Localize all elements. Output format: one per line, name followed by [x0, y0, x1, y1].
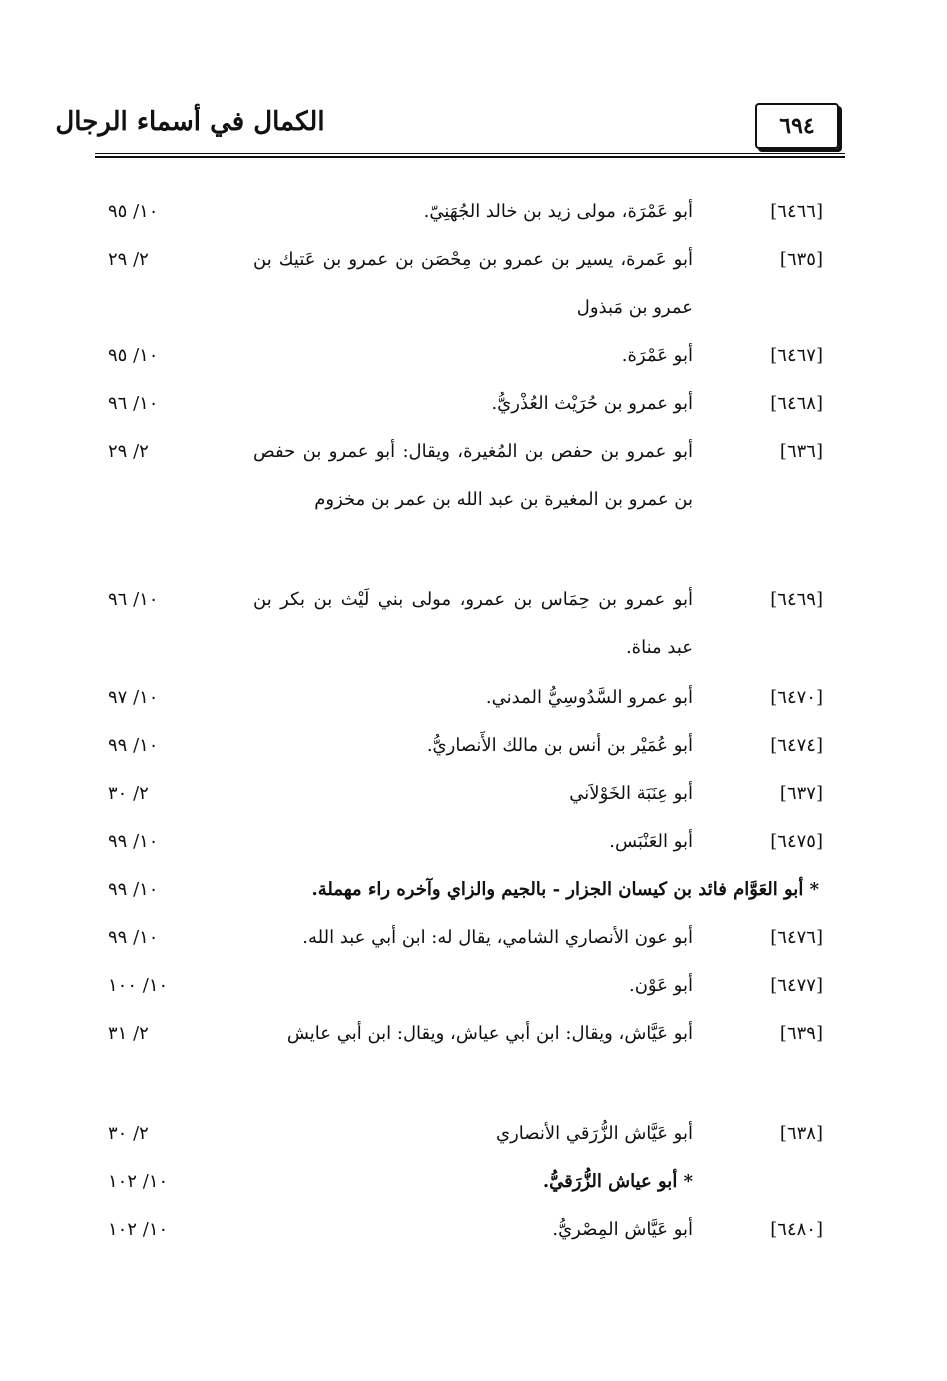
- entry-text: * أبو العَوَّام فائد بن كيسان الجزار - بالجيم والزاي وآخره راء مهملة.: [311, 879, 819, 900]
- entry-number: [٦٣٩]: [779, 1023, 823, 1044]
- entry-reference: ١٠/ ١٠٠: [108, 975, 169, 996]
- entry-reference: ٢/ ٣٠: [108, 783, 149, 804]
- entry-text: أبو عَيَّاش، ويقال: ابن أبي عياش، ويقال: ابن أبي عايش: [286, 1023, 693, 1044]
- entry-reference: ١٠/ ٩٩: [108, 735, 159, 756]
- entry-number: [٦٣٦]: [779, 441, 823, 462]
- entry-number: [٦٤٧٥]: [770, 831, 823, 852]
- entry-reference: ١٠/ ١٠٢: [108, 1219, 169, 1240]
- entry-text: أبو عَيَّاش المِصْريُّ.: [552, 1219, 693, 1240]
- entry-reference: ١٠/ ٩٩: [108, 879, 159, 900]
- entry-text: أبو عَمرة، يسير بن عمرو بن مِحْصَن بن عمرو بن عَتيك بن عمرو بن مَبذول: [253, 249, 693, 318]
- page-number: ٦٩٤: [779, 113, 815, 139]
- entry-text: أبو عِنَبَة الخَوْلاَني: [569, 783, 693, 804]
- entry-number: [٦٤٦٦]: [770, 201, 823, 222]
- entry-reference: ١٠/ ١٠٢: [108, 1171, 169, 1192]
- entry-reference: ٢/ ٢٩: [108, 249, 149, 270]
- entry-text: أبو عمرو السَّدُوسِيُّ المدني.: [485, 687, 693, 708]
- entry-number: [٦٣٥]: [779, 249, 823, 270]
- entry-reference: ٢/ ٢٩: [108, 441, 149, 462]
- entry-text: أبو عَمْرَة، مولى زيد بن خالد الجُهَنِيّ.: [423, 201, 693, 222]
- entry-reference: ١٠/ ٩٧: [108, 687, 159, 708]
- entry-reference: ١٠/ ٩٥: [108, 201, 159, 222]
- entry-reference: ٢/ ٣٠: [108, 1123, 149, 1144]
- entry-text: أبو عون الأنصاري الشامي، يقال له: ابن أبي عبد الله.: [302, 927, 693, 948]
- entry-number: [٦٤٧٤]: [770, 735, 823, 756]
- entry-text: * أبو عياش الزُّرَقيُّ.: [542, 1171, 693, 1192]
- entry-number: [٦٤٦٧]: [770, 345, 823, 366]
- entry-text: أبو عمرو بن حِمَاس بن عمرو، مولى بني لَيْث بن بكر بن عبد مناة.: [253, 589, 693, 658]
- entry-reference: ١٠/ ٩٦: [108, 393, 159, 414]
- book-title-logo: الكمال في أسماء الرجال: [55, 107, 325, 137]
- entry-text: أبو عمرو بن حفص بن المُغيرة، ويقال: أبو عمرو بن حفص بن عمرو بن المغيرة بن عبد الله بن عمر بن مخزوم: [253, 441, 693, 510]
- entry-text: أبو عَوْن.: [628, 975, 693, 996]
- entry-number: [٦٤٧٠]: [770, 687, 823, 708]
- entry-text: أبو عُمَيْر بن أنس بن مالك الأَنصاريُّ.: [426, 735, 693, 756]
- entry-reference: ١٠/ ٩٩: [108, 927, 159, 948]
- entry-reference: ٢/ ٣١: [108, 1023, 149, 1044]
- entry-text: أبو عَيَّاش الزُّرَقي الأنصاري: [496, 1123, 693, 1144]
- entry-text: أبو عمرو بن حُرَيْث العُذْريُّ.: [491, 393, 693, 414]
- entry-number: [٦٣٧]: [779, 783, 823, 804]
- entry-number: [٦٤٨٠]: [770, 1219, 823, 1240]
- entry-number: [٦٤٧٧]: [770, 975, 823, 996]
- entry-number: [٦٤٦٩]: [770, 589, 823, 610]
- entry-number: [٦٣٨]: [779, 1123, 823, 1144]
- entry-number: [٦٤٦٨]: [770, 393, 823, 414]
- entry-reference: ١٠/ ٩٥: [108, 345, 159, 366]
- entry-text: أبو عَمْرَة.: [621, 345, 693, 366]
- entry-reference: ١٠/ ٩٦: [108, 589, 159, 610]
- entry-number: [٦٤٧٦]: [770, 927, 823, 948]
- entry-reference: ١٠/ ٩٩: [108, 831, 159, 852]
- entry-text: أبو العَنْبَس.: [609, 831, 693, 852]
